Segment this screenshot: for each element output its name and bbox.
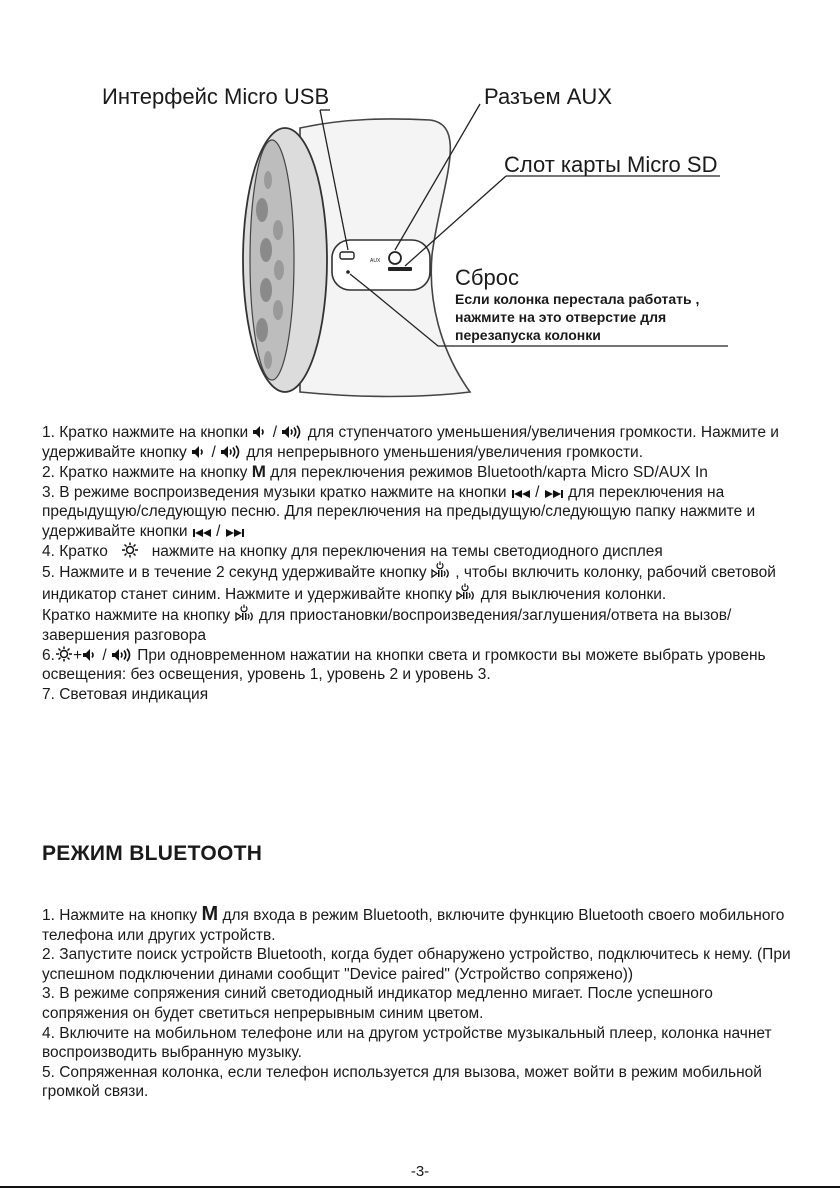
text: , чтобы включить колонку, рабочий световой индикатор станет синим. Нажмите и удерживайте кнопку	[42, 564, 776, 603]
instruction-3	[42, 483, 802, 542]
instruction-7: 7. Световая индикация	[42, 685, 209, 703]
text: для переключения режимов Bluetooth/карта Micro SD/AUX In	[270, 464, 708, 482]
text: 4. Кратко	[42, 542, 108, 560]
instruction-4	[42, 542, 802, 562]
bluetooth-step-1	[42, 905, 802, 945]
speaker-figure	[0, 0, 840, 410]
text: для непрерывного уменьшения/увеличения громкости.	[246, 443, 644, 461]
instruction-6	[42, 646, 802, 685]
text: 2. Кратко нажмите на кнопку	[42, 464, 248, 482]
svg-text:AUX: AUX	[370, 258, 381, 264]
instructions-section	[42, 423, 802, 704]
previous-track-icon	[511, 489, 531, 499]
instruction-5-short-press	[42, 604, 802, 645]
volume-down-icon	[82, 648, 98, 662]
text: При одновременном нажатии на кнопки света и громкости вы можете выбрать уровень освещения: без освещения, уровень 1, уровень 2 и уровень 3.	[42, 646, 766, 684]
volume-up-icon	[281, 425, 303, 439]
text: для входа в режим Bluetooth, включите функцию Bluetooth своего мобильного телефона или других устройств.	[42, 907, 785, 944]
section-heading-bluetooth: РЕЖИМ BLUETOOTH	[42, 842, 263, 865]
text: для приостановки/воспроизведения/заглушения/ответа на вызов/завершения разговора	[42, 607, 732, 644]
text: 3. В режиме воспроизведения музыки кратко нажмите на кнопки	[42, 483, 507, 501]
instruction-5	[42, 561, 802, 604]
bluetooth-step-3: 3. В режиме сопряжения синий светодиодный индикатор медленно мигает. После успешного сопряжения он будет светиться непрерывным синим цветом.	[42, 985, 713, 1022]
mode-button-glyph: M	[201, 903, 219, 925]
page-number: -3-	[410, 1163, 430, 1180]
label-micro-sd: Слот карты Micro SD	[504, 152, 718, 177]
text: /	[211, 443, 216, 461]
volume-up-icon	[111, 648, 133, 662]
volume-down-icon	[252, 425, 268, 439]
instruction-1	[42, 423, 802, 462]
bluetooth-step-4: 4. Включите на мобильном телефоне или на другом устройстве музыкальный плеер, колонка начнет воспроизводить выбранную музыку.	[42, 1024, 772, 1062]
text: /	[272, 424, 278, 441]
text: 1. Кратко нажмите на кнопки	[42, 424, 249, 441]
volume-down-icon	[191, 445, 207, 459]
mode-button-glyph: M	[251, 462, 266, 482]
text: 1. Нажмите на кнопку	[42, 907, 198, 924]
label-reset-description: Если колонка перестала работать , нажмите на это отверстие для перезапуска колонки	[455, 291, 700, 343]
label-micro-usb: Интерфейс Micro USB	[102, 84, 330, 109]
power-play-icon	[456, 583, 476, 601]
volume-up-icon	[220, 445, 242, 459]
power-play-icon	[235, 604, 255, 622]
text: 5. Нажмите и в течение 2 секунд удерживайте кнопку	[42, 564, 427, 582]
label-aux: Разъем AUX	[484, 84, 612, 109]
text: нажмите на кнопку для переключения на темы светодиодного дисплея	[151, 542, 663, 560]
speaker-illustration	[0, 0, 840, 410]
next-track-icon	[544, 489, 564, 499]
label-reset: Сброс	[455, 265, 519, 290]
bluetooth-section	[42, 905, 802, 1102]
bluetooth-step-2: 2. Запустите поиск устройств Bluetooth, когда будет обнаружено устройство, подключитесь к нему. (При успешном подключении динами сообщит "Device paired" (Устройство сопряжено))	[42, 946, 791, 983]
text: /	[102, 646, 107, 664]
text: Кратко нажмите на кнопку	[42, 607, 231, 625]
instruction-2	[42, 462, 802, 483]
text: +	[72, 646, 82, 664]
text: для переключения на предыдущую/следующую песню. Для переключения на предыдущую/следующую папку нажмите и удерживайте кнопки	[42, 483, 756, 540]
light-icon	[121, 542, 139, 558]
text: для ступенчатого уменьшения/увеличения громкости. Нажмите и удерживайте кнопку	[42, 424, 779, 461]
text: для выключения колонки.	[480, 585, 667, 603]
light-icon	[55, 646, 73, 662]
previous-track-icon	[192, 528, 212, 538]
text: /	[216, 522, 221, 540]
text: 6.	[42, 646, 55, 664]
page-bottom-rule	[0, 1186, 840, 1188]
text: /	[535, 483, 540, 501]
bluetooth-step-5: 5. Сопряженная колонка, если телефон используется для вызова, может войти в режим мобильной громкой связи.	[42, 1063, 762, 1101]
next-track-icon	[225, 528, 245, 538]
power-play-icon	[431, 561, 451, 579]
